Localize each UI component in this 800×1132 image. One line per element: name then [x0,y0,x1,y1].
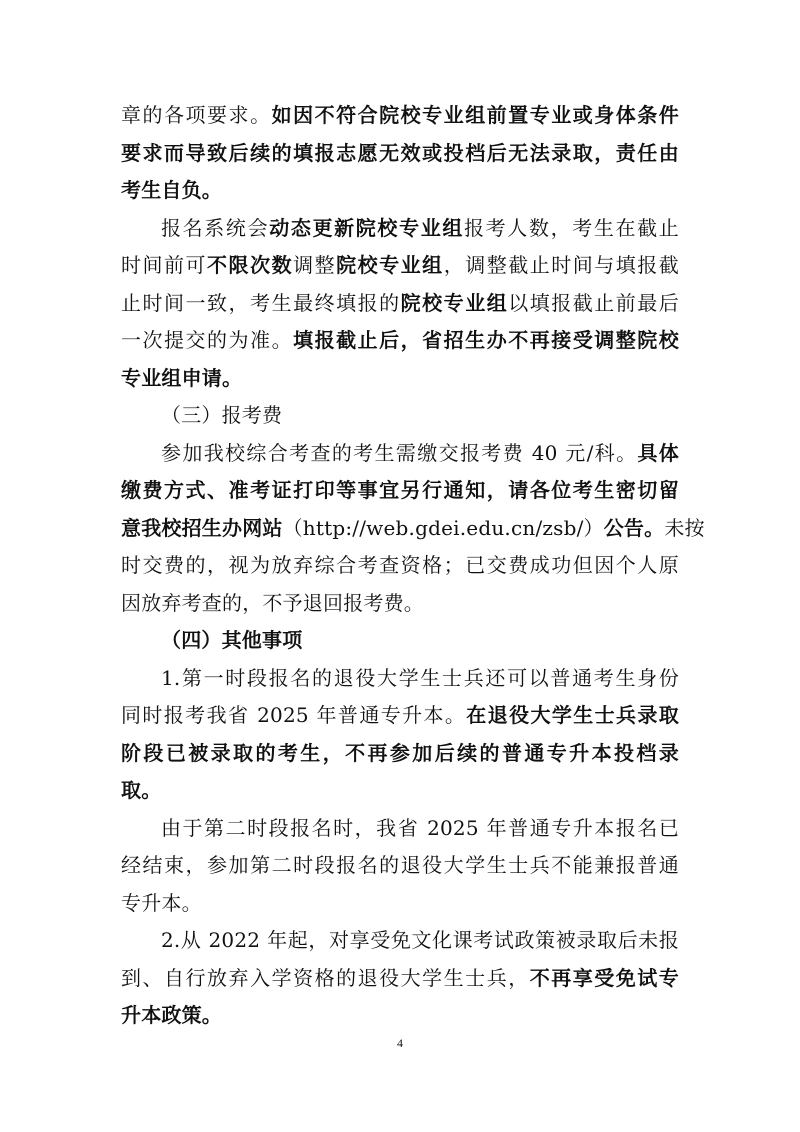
text-line [121,285,679,323]
text-run: 时交费的，视为放弃综合考查资格；已交费成功但因个人原 [121,553,679,577]
bold-text: 要求而导致后续的填报志愿无效或投档后无法录取，责任由 [121,140,679,165]
text-run: 报名系统会 [161,215,270,240]
text-run: 未按 [664,515,705,540]
bold-text: 如因不符合院校专业组前置专业或身体条件 [271,103,679,127]
section-heading [121,622,679,660]
paragraph [121,435,705,623]
text-line [121,210,679,248]
text-line [121,885,679,923]
text-line [121,772,679,810]
bold-text: 院校专业组 [400,290,509,315]
text-run: 2.从 2022 年起，对享受免文化课考试政策被录取后未报 [161,928,679,952]
paragraph [121,922,679,1035]
paragraph [121,660,679,810]
text-run: 调整 [293,253,337,277]
text-line [121,247,679,285]
text-line [121,360,679,398]
text-line [121,397,679,435]
bold-text: 专业组申请。 [121,365,243,390]
bold-text: 升本政策。 [121,1003,222,1027]
text-line [121,847,679,885]
text-run: （http://web.gdei.edu.cn/zsb/） [282,515,604,540]
text-run: 到、自行放弃入学资格的退役大学生士兵， [121,965,530,990]
bold-text: 动态更新院校专业组 [269,215,465,240]
text-run: 以填报截止前最后 [508,290,679,315]
bold-text: （四）其他事项 [161,628,303,652]
text-run: 同时报考我省 2025 年普通专升本。 [121,703,467,727]
text-line [121,135,679,173]
text-line [121,622,679,660]
text-line [121,472,679,510]
bold-text: 院校专业组 [336,253,444,277]
text-line [121,922,679,960]
text-line [121,510,705,548]
text-run: 经结束，参加第二时段报名的退役大学生士兵不能兼报普通 [121,853,679,877]
paragraph [121,210,679,398]
bold-text: 意我校招生办网站 [121,515,283,540]
bold-text: 考生自负。 [121,178,222,202]
text-line [121,547,679,585]
text-line [121,997,679,1035]
text-line [121,697,679,735]
text-line [121,435,679,473]
text-line [121,810,679,848]
paragraph [121,97,679,210]
bold-text: 公告。 [603,515,665,540]
text-run: 报考人数，考生在截止 [464,215,680,240]
text-run: 章的各项要求。 [121,103,272,127]
text-line [121,97,679,135]
bold-text: 取。 [121,778,162,802]
body-text [121,97,705,1035]
text-line [121,322,679,360]
text-run: 参加我校综合考查的考生需缴交报考费 40 元/科。 [161,440,638,465]
bold-text: 不再享受免试专 [529,965,679,990]
text-run: 由于第二时段报名时，我省 2025 年普通专升本报名已 [161,815,679,840]
text-run: 一次提交的为准。 [121,328,294,352]
bold-text: 填报截止后，省招生办不再接受调整院校 [293,328,679,352]
text-run: 时间前可 [121,253,208,277]
section-heading [121,397,679,435]
bold-text: 缴费方式、准考证打印等事宜另行通知，请各位考生密切留 [121,478,679,502]
text-line [121,960,679,998]
bold-text: 不限次数 [207,253,294,277]
bold-text: 具体 [637,440,679,465]
text-run: 因放弃考查的，不予退回报考费。 [121,590,424,615]
text-run: 1.第一时段报名的退役大学生士兵还可以普通考生身份 [161,665,679,690]
bold-text: 阶段已被录取的考生，不再参加后续的普通专升本投档录 [121,740,679,765]
text-line [121,660,679,698]
bold-text: 在退役大学生士兵录取 [466,703,679,727]
text-line [121,585,679,623]
text-line [121,735,679,773]
text-run: ，调整截止时间与填报截 [443,253,679,277]
text-line [121,172,679,210]
text-run: 止时间一致，考生最终填报的 [121,290,401,315]
text-run: 专升本。 [121,890,202,915]
page-number: 4 [397,1036,403,1050]
paragraph [121,810,679,923]
text-run: （三）报考费 [161,403,283,427]
